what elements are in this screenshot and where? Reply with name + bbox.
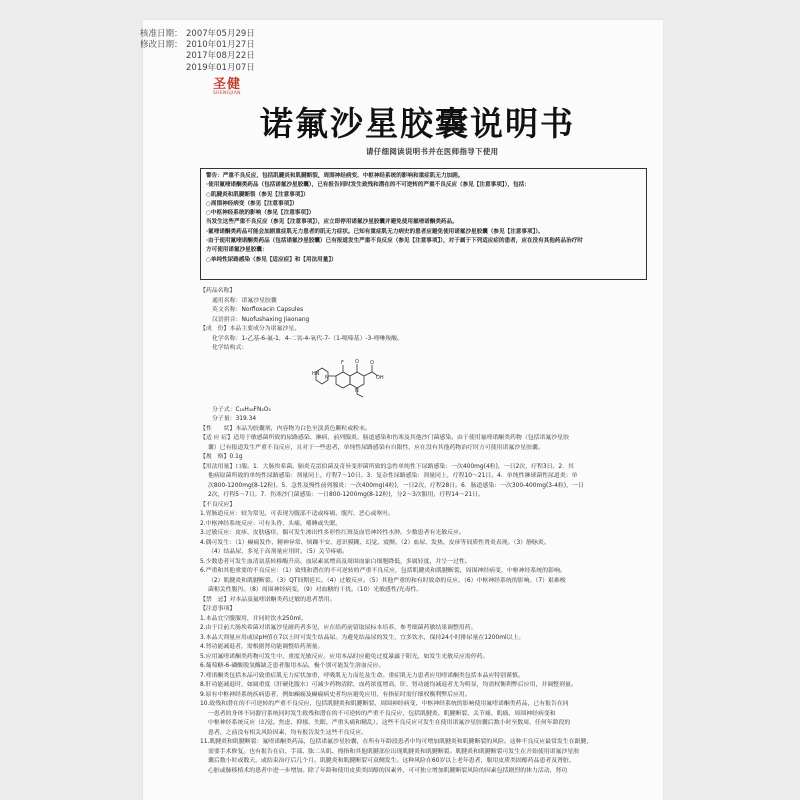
warning-line: 方可使用诺氟沙星胶囊： [206,247,268,254]
body-line: 囊）已有报道发生严重不良反应，且对于一些患者，单纯性尿路感染有自限性，应在没有其他药物治疗时方可使用诺氟沙星胶囊。 [208,444,544,451]
warning-line: ○中枢神经系统的影响（参见【注意事项】） [206,210,315,217]
body-line: 1.本品宜空腹服用，并同时饮水250ml。 [200,615,307,622]
body-line: 10.致残和潜在的不可逆转的严重不良反应，包括肌腱炎和肌腱断裂、周围神经病变、中枢神经系统的影响使用氟喹诺酮类药品，已有报告在同 [200,701,569,707]
body-line: 2次，疗程5～7日。7．伤寒沙门菌感染：一日800-1200mg(8-12粒)，分2～3次服用，疗程14～21日。 [208,492,484,498]
body-line: 11.肌腱炎和肌腱断裂：氟喹诺酮类药品，包括诺氟沙星胶囊，在所有年龄段患者中均可增加肌腱炎和肌腱断裂的风险。这种不良反应最常发生在跟腱， [200,739,593,745]
body-line: 2.中枢神经系统反应：可有头昏、头痛、嗜睡或失眠。 [200,520,342,527]
body-line: 3.本品大剂量应用或尿pH值在7以上时可发生结晶尿。为避免结晶尿的发生，宜多饮水，保持24小时排尿量在1200ml以上。 [200,634,525,641]
body-line: 2.由于目前大肠埃希菌对诺氟沙星耐药者多见，应在给药前留取尿标本培养，参考细菌药敏结果调整用药。 [200,625,477,631]
body-line: 【不良反应】 [200,501,236,508]
body-line: 【禁 忌】对本品及氟喹诺酮类药过敏的患者禁用。 [200,596,336,603]
date-row [140,63,340,74]
date-value: 2019年01月07日 [186,62,255,73]
body-line: 【药品名称】 [200,288,236,294]
instruction-body [200,287,655,776]
body-line: 通用名称：诺氟沙星胶囊 [212,297,277,304]
body-line: 6.葡萄糖-6-磷酸脱氢酶缺乏患者服用本品，极个别可能发生溶血反应。 [200,663,385,669]
date-value: 2017年08月22日 [186,51,255,62]
date-label: 核准日期： [140,29,183,39]
body-line: 中枢神经系统反应（幻觉、焦虑、抑郁、失眠、严重头痛和精乱）。这些不良反应可发生在使用诺氟沙星胶囊后数小时至数周，任何年龄段的 [208,720,571,726]
quinolone-ring [350,372,364,388]
body-line: 患者，之前没有相关风险因素，均有报告发生这些不良反应。 [208,729,368,736]
body-line: 1.胃肠道反应：较为常见，可表现为腹部不适或疼痛、腹泻、恶心或呕吐。 [200,511,395,517]
warning-line: ○肌腱炎和肌腱断裂（参见【注意事项】） [206,191,309,198]
body-line: 9.原有中枢神经系统疾病患者，例如癫痫及癫痫病史者均应避免应用，有指征时需仔细权衡利弊后应用。 [200,691,471,698]
body-line: 囊后数小时或数天，或结束治疗后几个月。肌腱炎和肌腱断裂可双侧发生。这种风险在60岁以上老年患者，服用皮质类固醇药品患者及肾脏、 [208,758,575,764]
body-line: 英文名称：Norfloxacin Capsules [212,307,304,313]
body-line: 【规 格】0.1g [200,454,243,460]
body-line: 8.肝功能减退时，如属重度（肝硬化腹水）可减少药物清除，血药浓度增高，肝、肾功能均减退者尤为明显，均需权衡利弊后应用，并调整剂量。 [200,682,577,688]
revision-dates [140,29,340,74]
body-line: 【性 状】本品为胶囊剂，内容物为白色至淡黄色颗粒或粉末。 [200,425,371,432]
body-line: 化学名称：1-乙基-6-氟-1，4-二氢-4-氧代-7-（1-哌嗪基）-3-喹啉羧酸。 [212,335,403,342]
warning-line: ·使用氟喹诺酮类药品（包括诺氟沙星胶囊），已有报告同时发生致残和潜在的不可逆转的严重不良反应（参见【注意事项】），包括： [206,182,530,189]
brand-logo-text: 圣健 [213,77,242,92]
date-row [140,29,340,40]
atom-label-o: O [355,359,359,365]
body-line: 次800-1200mg(8-12粒)。5．急性及慢性前列腺炎：一次400mg(4粒)，一日2次，疗程28日。6．肠道感染：一次300-400mg(3-4粒)，一日 [208,482,584,489]
body-line: 6.严重和其他重要的不良反应：（1）致残和潜在的不可逆转的严重不良反应，包括肌腱炎和肌腱断裂，周围神经病变，中枢神经系统的影响。 [200,568,566,574]
body-line: 汉语拼音：Nuofushaxing Jiaonang [212,316,310,323]
atom-label-hn: HN [312,371,320,377]
warning-box [200,168,647,280]
warning-line: ·氟喹诺酮类药品可能会加剧重症肌无力患者的肌无力症状。已知有重症肌无力病史的患者应避免使用诺氟沙星胶囊（参见【注意事项】）。 [206,228,544,235]
body-line: 菌相关性腹泻。（8）周围神经病变。（9）对血糖的干扰。（10）光敏感性/光毒性。 [208,587,423,593]
body-line: 他病原菌所致的单纯性尿路感染：剂量同上，疗程7～10日。3．复杂性尿路感染：剂量同上，疗程10～21日。4．单纯性淋球菌性尿道炎：单 [208,473,578,479]
atom-label-oh: OH [376,375,384,381]
body-line: 【成 份】本品主要成分为诺氟沙星。 [200,326,301,332]
chemical-structure-diagram [310,346,406,398]
warning-line: ○单纯性尿路感染（参见【适应症】和【用法用量】） [206,256,337,263]
body-line: 4.偶可发生：（1）癫痫发作、精神异常、烦躁不安、意识模糊、幻觉、震颤。（2）血尿、发热、皮疹等间质性肾炎表现。（3）静脉炎。 [200,539,550,546]
body-line: 需要手术修复。也有报告在肩、手部、肱二头肌、拇指和其他肌腱部位出现肌腱炎和肌腱断裂。肌腱炎和肌腱断裂可发生在开始使用诺氟沙星胶 [208,748,580,755]
body-line: 4.肾功能减退者，需根据肾功能调整给药剂量。 [200,644,324,650]
body-line: 【适 应 症】适用于敏感菌所致的尿路感染、淋病、前列腺炎、肠道感染和伤寒及其他沙门菌感染。由于使用氟喹诺酮类药物（包括诺氟沙星胶 [200,435,569,441]
formula-line: 分子式：C₁₆H₁₈FN₃O₃ [212,406,271,413]
formula-line: 分子量：319.34 [212,416,257,422]
date-row [140,51,340,62]
body-line: 一患者的身体不同器官系统同时发生致残和潜在的不可逆转的严重不良反应，包括肌腱炎、肌腱断裂、关节痛、肌痛、周围神经病变和 [208,710,556,717]
date-value: 2010年01月27日 [186,40,255,51]
date-label [140,63,186,74]
brand-logo [213,78,253,98]
body-line: 【用法用量】口服。1．大肠埃希菌、肺炎克雷伯菌及奇异变形菌所致的急性单纯性下尿路感染：一次400mg(4粒)，一日2次，疗程3日。2．其 [200,463,574,470]
body-line: 3.过敏反应：皮疹、皮肤瘙痒，偶可发生渗出性多形性红斑及血管神经性水肿。少数患者有光敏反应。 [200,530,465,536]
body-line: 心脏或肺移植术的患者中进一步增加。除了年龄和使用皮质类固醇的因素外，可可独立增加肌腱断裂风险的因素包括剧烈的体力活动，肾功 [208,767,568,774]
date-row [140,40,340,51]
atom-label-o2: O [370,360,374,366]
warning-line: 当发生这些严重不良反应（参见【注意事项】），应立即停用诺氟沙星胶囊并避免使用氟喹诺酮类药品。 [206,219,458,226]
atom-label-n: N [325,375,329,381]
body-line: 5.应用氟喹诺酮类药物可发生中、重度光敏反应。应用本品时应避免过度暴露于阳光，如发生光敏反应需停药。 [200,653,489,660]
body-line: 【注意事项】 [200,606,236,612]
body-line: （2）肌腱炎和肌腱断裂。（3）QT间期延长。（4）过敏反应。（5）其他严重的和有时致命的反应。（6）中枢神经系统的影响。（7）艰难梭 [208,577,566,584]
atom-label-n2: N [355,388,359,394]
document-subtitle: 请仔细阅读说明书并在医师指导下使用 [366,147,499,156]
date-label: 修改日期： [140,40,183,51]
atom-label-f: F [341,360,344,366]
warning-line: 警告：严重不良反应，包括肌腱炎和肌腱断裂，周围神经病变、中枢神经系统的影响和重症肌无力加剧。 [206,173,464,179]
benzene-ring [336,372,350,388]
body-line: 5.少数患者可发生血清氨基转移酶升高、血尿素氮增高及周围血象白细胞降低，多属轻度，并呈一过性。 [200,558,471,565]
warning-line: ·由于使用氟喹诺酮类药品（包括诺氟沙星胶囊）已有报道发生严重不良反应（参见【注意事项】），对于属于下列适应症的患者，应在没有其他药品治疗时 [206,238,583,245]
date-value: 2007年05月29日 [186,29,255,39]
document-title: 诺氟沙星胶囊说明书 [260,104,575,143]
date-label [140,51,186,62]
body-line: 7.喹诺酮类包括本品可致重症肌无力症状加重，呼吸肌无力而危及生命。重症肌无力患者应用喹诺酮类包括本品应特别谨慎。 [200,672,524,679]
brand-logo-subtext: SHENGJIAN [213,91,241,96]
body-line: 化学结构式： [212,345,248,351]
warning-line: ○周围神经病变（参见【注意事项】） [206,200,298,207]
body-line: （4）结晶尿，多见于高剂量应用时。（5）关节疼痛。 [208,549,349,555]
